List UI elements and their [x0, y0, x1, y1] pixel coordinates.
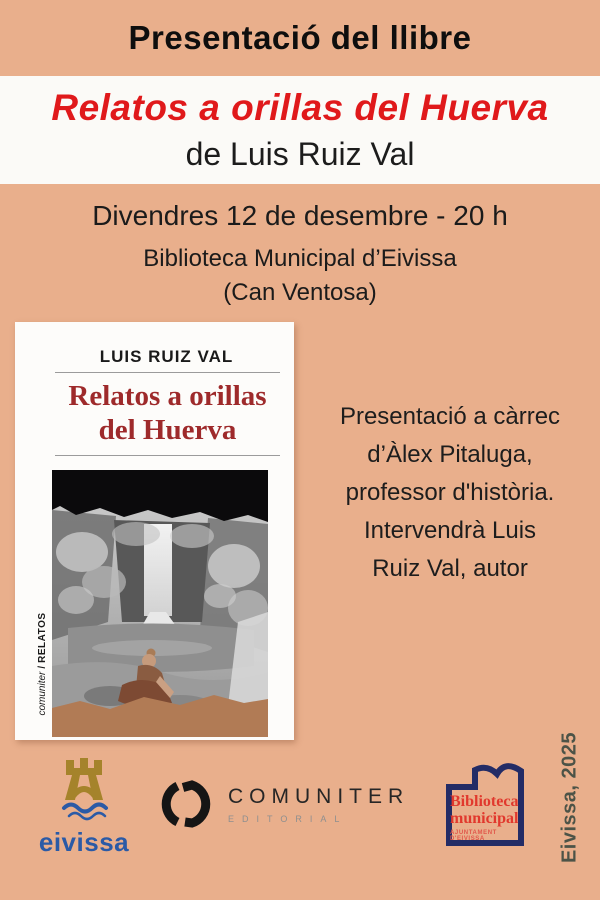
- cover-rule-top: [55, 372, 280, 373]
- banner: [0, 0, 600, 76]
- comuniter-icon: [160, 778, 212, 830]
- spine-series: RELATOS: [37, 612, 48, 663]
- biblioteca-line3: AJUNTAMENT D'EIVISSA: [450, 830, 497, 842]
- cover-title-line2: del Huerva: [98, 414, 237, 446]
- biblioteca-line2: municipal: [450, 810, 519, 827]
- comuniter-name: COMUNITER: [228, 784, 410, 808]
- cover-spine-text: [37, 599, 51, 729]
- comuniter-subtitle: EDITORIAL: [228, 813, 348, 824]
- comuniter-text: [228, 785, 409, 824]
- event-description: [306, 398, 594, 588]
- book-author-line: de Luis Ruiz Val: [185, 136, 415, 172]
- cover-photo-waterfall: [52, 470, 268, 737]
- cover-rule-bottom: [55, 455, 280, 456]
- eivissa-label: eivissa: [38, 827, 130, 857]
- banner-title: Presentació del llibre: [128, 19, 472, 56]
- event-venue: Biblioteca Municipal d’Eivissa: [143, 245, 457, 272]
- description-line: Presentació a càrrec: [339, 403, 561, 430]
- cover-title: [55, 379, 280, 447]
- biblioteca-line1: Biblioteca: [450, 793, 519, 810]
- eivissa-castle-icon: [38, 756, 130, 822]
- eivissa-logo: [38, 756, 130, 858]
- event-venue-detail: (Can Ventosa): [223, 279, 377, 306]
- book-title-headline: Relatos a orillas del Huerva: [51, 87, 549, 128]
- cover-author: LUIS RUIZ VAL: [99, 347, 234, 366]
- spine-publisher: comuniter: [37, 671, 48, 716]
- edition-vertical-text: Eivissa, 2025: [558, 731, 581, 864]
- description-line: Ruiz Val, autor: [372, 555, 528, 582]
- biblioteca-municipal-logo: [443, 757, 527, 847]
- eivissa-waves-icon: [64, 805, 106, 812]
- event-datetime: Divendres 12 de desembre - 20 h: [92, 200, 508, 231]
- comuniter-logo: [160, 778, 409, 830]
- book-cover: [15, 322, 294, 740]
- description-line: d’Àlex Pitaluga,: [367, 441, 533, 468]
- cover-title-line1: Relatos a orillas: [68, 380, 267, 412]
- event-info: [0, 200, 600, 307]
- title-band: [0, 76, 600, 184]
- description-line: professor d'història.: [345, 479, 555, 506]
- spine-separator: /: [37, 665, 48, 669]
- description-line: Intervendrà Luis: [363, 517, 537, 544]
